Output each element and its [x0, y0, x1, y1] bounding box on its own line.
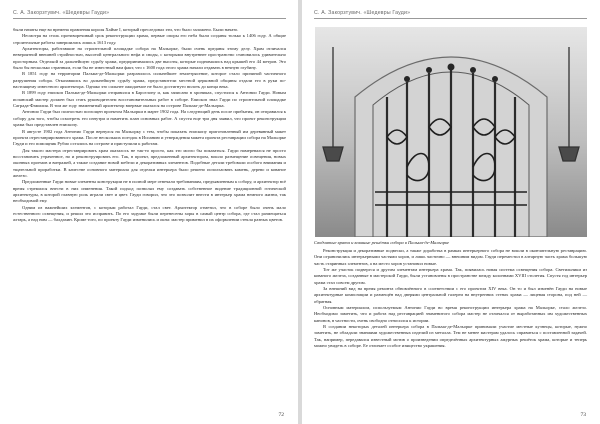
paragraph: В августе 1902 года Антонио Гауди вернулся на Мальорку с тем, чтобы показать епископу приготовленный им деревянный макет проекта отреставрированного храма. После нескольких поездок в Испанию и утверждения макета проекта реставрации собора на Мальорке Гауди и его помощник Рубио остались на острове и приступили к работам. — [13, 128, 286, 147]
paragraph: Основным материалом, используемым Антонио Гауди во время реконструкции интерьера храма на Мальорке, стало железо. Необходимо заметить, что и работа над реставрацией знаменитого собора мастер не отличался от выработанных им художественных канонов, в частности, очень свободно относился к истории. — [314, 305, 587, 323]
right-page — [302, 0, 600, 424]
paragraph: В создании некоторых деталей интерьера собора в Пальма-де-Мальорке принимали участие местные кузнецы, которые, нужно заметить, не обладали знаниями художественных изделий из металла. Тем не менее мастерам удалось справиться с поставленной задачей. Так, например, передавался известный мотив о произведении определённых архитектурных ажурных решёток храма, которые и теперь можно увидеть в соборе. Ее отличает особое изящество украшения. — [314, 324, 587, 349]
right-page-body — [314, 248, 587, 350]
left-page — [0, 0, 298, 424]
photo-caption: Сводчатые врата и кованые решётки собора в Пальма-де-Мальорке — [314, 240, 450, 245]
paragraph: За внешний вид на время ремонта обновлённого в соответствии с его проектом XIV века. Он то и был изменён Гауди на новые архитектурные композиции и размещён над дверями центральной галереи на внутренних стенах храма — лицевая сторона, под ней — обратная. — [314, 286, 587, 304]
paragraph: Тот же участок подвергся и другим элементам интерьера храма. Так, появилась новая система освещения собора. Светильники из кованого железа, созданные в мастерской Гауди, были установлены в пространстве между колоннами XVIII столетия. Спустя год интерьер храма стал совсем другим. — [314, 267, 587, 285]
running-header-left: С. А. Закорзтувич. «Шедевры Гауди» — [13, 10, 286, 19]
paragraph: Реконструкция и декоративные подвески, а также доработка в рамках интерьерного собора не вошли в окончательную реставрацию. Они ограничились интерьерными частями хоров, и лишь частично — внешним видом. Гауди переместил в алтарную часть храма большую часть старинных элементов, а на место хоров установил новые. — [314, 248, 587, 266]
photo-illustration — [315, 27, 587, 237]
page-number-left: 72 — [278, 412, 284, 418]
paragraph: были начаты еще во времена правления короля Хайме I, который преследовал эти, что было заложено. Были начато. — [13, 27, 239, 32]
paragraph: В 1899 году епископ Пальма-де-Мальорки отправился в Барселону и, как записано в хрониках, спустился к Антонио Гауди. Новым испанский мастер должен был стать руководителем восстановительных работ в соборе. Епископ знал Гауди по строительной площадке Саграда-Фамилия. В том же году знаменитый архитектор впервые оказался на острове Пальма-де-Мальорка. — [13, 90, 286, 109]
running-header-right: С. А. Закорзтувич. «Шедевры Гауди» — [314, 10, 587, 19]
paragraph: Архитекторы, работавшие на строительной площадке собора на Мальорке, были очень преданы этому делу. Храм отличался невероятной внешней стройностью, высотой центрального нефа и своды, с которыми внутреннее пространство становилось удивительно просторным. Отделкой за дальнейшую судьбу храма, предпринимались две высоты, которые поднимались над крышей его 44 метров. Это было бы несколько странным, если бы не известный вам факт, что с 1600 года этого храма начали отдавать в вечную глубину. — [13, 46, 286, 71]
page-number-right: 73 — [580, 412, 586, 418]
cathedral-ironwork-photo — [315, 27, 587, 237]
paragraph: В 1851 году на территории Пальма-де-Мальорки разразилось сильнейшее землетрясение, которое стало причиной частичного разрушения собора. Отказавшись во дальнейшую судьбу храма, представители местной церковной общины отдали его в руки по-настоящему известного архитектора. Однако это сильнее ожидаемое не было достигнуто вплоть до конца века. — [13, 71, 286, 90]
paragraph: Одним из важнейших элементов, с которым работал Гауди, стал свет. Архитектор отметил, что в соборе было очень мало естественного освещения, и решил это исправить. По его задумке были перенесены хоры в самый центр собора, где стал размещаться алтарь, а над ним — балдахин. Кроме того, по проекту Гауди изменились и окна: мастер применил в их оформлении стекла разных цветов. — [13, 204, 286, 223]
paragraph: Несмотря на столь противоречивый срок реконструкции храма, первые опоры его неба были созданы только к 1406 году. А общие строительные работы завершились лишь к 1613 году. — [13, 33, 286, 45]
paragraph: Антонио Гауди был полностью поглощен проектом Мальорки в марте 1902 года. На следующий день после прибытия, он отправился к собору для того, чтобы осмотреть его изнутри и наметить план основных работ. А спустя еще три дня заявил, что проект реконструкции храма был представлен епископу. — [13, 109, 286, 128]
paragraph: Предложенные Гауди новые элементы конструкции не в полной мере отвечали требованиям, предъявленным к собору, и архитектор всё время стремился внести в них изменения. Такой подход позволял ему создавать собственное видение традиционной готической архитектуры, в которой главную роль играли свет и цвет. Гауди говорил, что это позволит внести в интерьер храма немного жизни, так необходимой ему. — [13, 179, 286, 204]
paragraph: Для такого мастера отреставрировать храм оказалось не так-то просто, как это могло бы показаться. Гауди намеревался не просто восстановить утраченное, но и реконструировать его. Так, в проект, предложенный архитектором, вошло размещение освещения, новых оконных проемов и витражей, а также создание новой мебели и декоративных элементов. Подобные детали требовали особого внимания и тщательной проработки. В качестве основного материала для отделки интерьера было решено использовать камень, дерево и кованое железо. — [13, 147, 286, 178]
left-page-body — [13, 27, 286, 224]
